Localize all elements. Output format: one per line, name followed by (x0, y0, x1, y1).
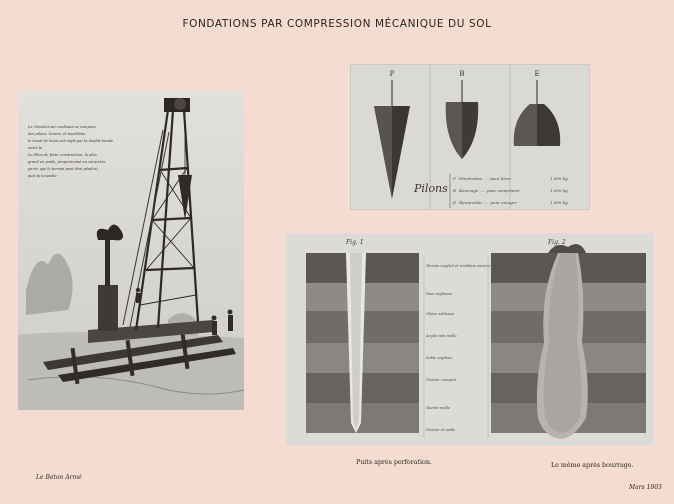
pilon-letter: P (389, 70, 395, 78)
note-line: parce que le terrain peut être pénétré, (28, 167, 99, 171)
section-left (306, 253, 419, 433)
layer-label: Tourbe molle (426, 406, 450, 410)
layer-label: Argile très molle (426, 334, 457, 338)
legend-key: B (453, 188, 456, 193)
legend-text: Pénétration .... pour forer (459, 176, 512, 181)
note-line: grand en poids, proportionné en caractère (28, 160, 106, 164)
layer-label: Terrain végétal et remblais anciens (426, 264, 491, 268)
note-line: puis la nouvelle (28, 174, 57, 178)
caption-right: Le même après bourrage. (551, 462, 634, 469)
legend-key: E (453, 200, 456, 205)
layer-label: Sable argileux (426, 356, 453, 360)
legend-weight: 1.000 kg (550, 176, 568, 181)
legend-weight: 1.000 kg (550, 188, 568, 193)
note-line: Le Pilon de forte construction, le plus (28, 153, 97, 157)
legend-weight: 1.000 kg (550, 200, 568, 205)
pilons-label: Pilons (414, 182, 448, 195)
pilons-illustration (350, 64, 590, 210)
footer-right: Mars 1903 (629, 484, 662, 491)
layer-label: Vase argileuse (426, 292, 453, 296)
legend-text: Bourrage ..... pour comprimer (459, 188, 520, 193)
layer-label: Gravier compact (426, 378, 457, 382)
note-line: des pilons, leviers, et tourillons (28, 132, 86, 136)
soil-sections-illustration (286, 233, 653, 445)
fig2-label: Fig. 2 (548, 239, 566, 246)
legend-text: Éprouvette ..... pour essayer (459, 200, 517, 205)
layer-label: Glaise sableuse (426, 312, 455, 316)
note-line: entre la (28, 146, 43, 150)
note-line: le treuil de levée est réglé par la double bande (28, 139, 114, 143)
caption-left: Puits après perforation. (356, 459, 432, 466)
fig1-label: Fig. 1 (346, 239, 364, 246)
pilon-letter: E (534, 70, 540, 78)
page-title: FONDATIONS PAR COMPRESSION MÉCANIQUE DU SOL (182, 18, 492, 30)
section-right (491, 244, 646, 439)
legend-key: P (453, 176, 456, 181)
note-line: La chevalet sur coulisses se compose (28, 125, 96, 129)
footer-left: Le Beton Armé (36, 474, 82, 481)
pilon-letter: B (459, 70, 465, 78)
pile-driver-illustration (18, 90, 244, 410)
layer-label: Gravier et sable (426, 428, 456, 432)
